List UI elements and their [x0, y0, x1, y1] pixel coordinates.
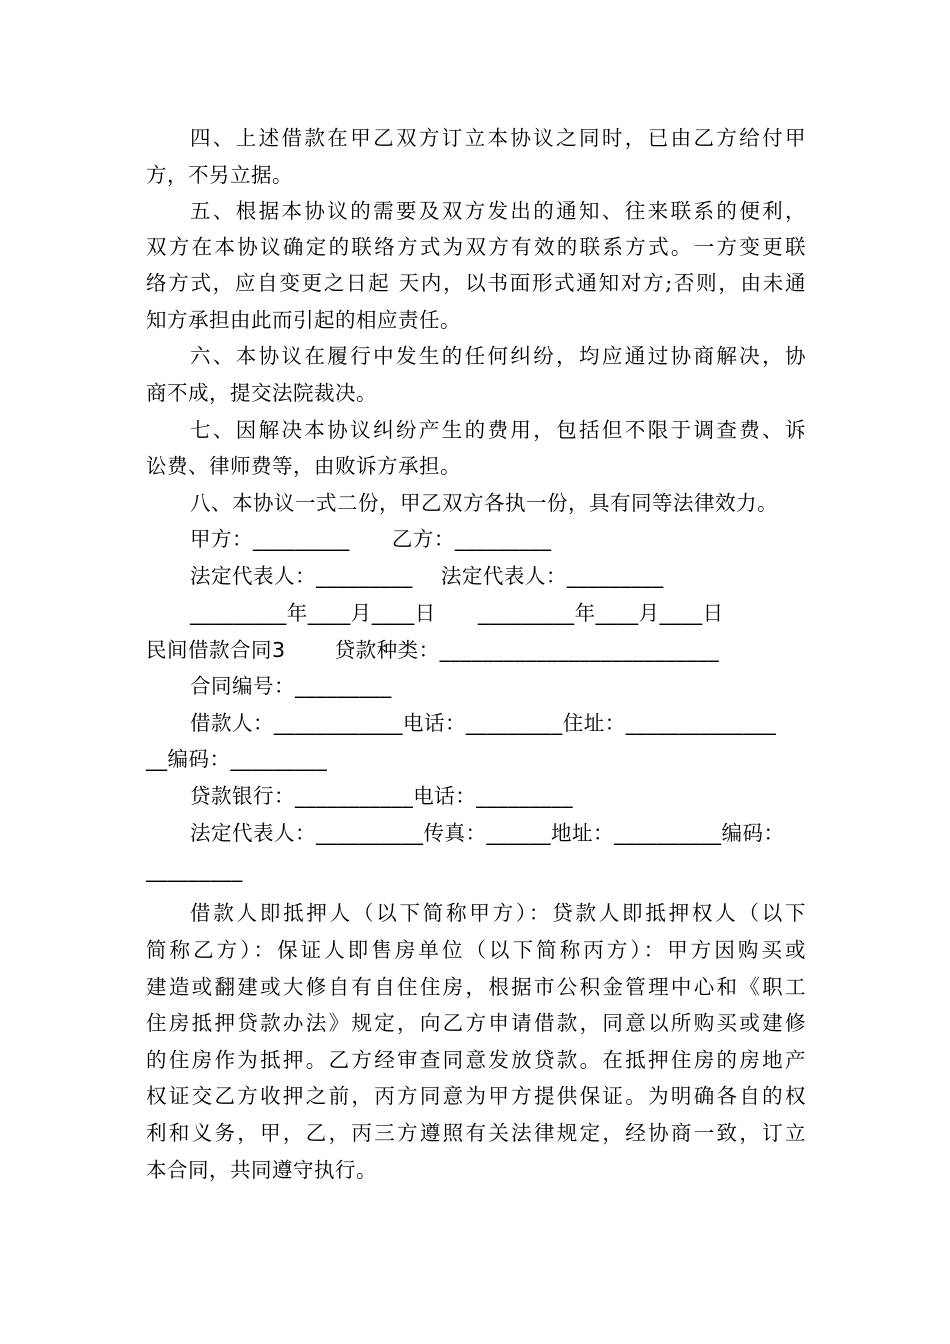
representative-signature-line: 法定代表人：_________ 法定代表人：_________: [190, 564, 664, 588]
clause-5-line-2: 双方在本协议确定的联络方式为双方有效的联系方式。一方变更联: [146, 235, 806, 259]
clause-4-line-1: 四、上述借款在甲乙双方订立本协议之同时，已由乙方给付甲: [190, 126, 806, 150]
borrower-postcode-line: __编码：_________: [146, 747, 328, 771]
lending-bank-line: 贷款银行：___________电话：_________: [190, 784, 573, 808]
clause-8-line: 八、本协议一式二份，甲乙双方各执一份，具有同等法律效力。: [190, 491, 778, 515]
preamble-line-3: 建造或翻建或大修自有自住住房，根据市公积金管理中心和《职工: [146, 975, 806, 999]
preamble-line-1: 借款人即抵押人（以下简称甲方）：贷款人即抵押权人（以下: [190, 901, 806, 925]
clause-5-line-4: 知方承担由此而引起的相应责任。: [146, 308, 461, 332]
clause-7-line-1: 七、因解决本协议纠纷产生的费用，包括但不限于调查费、诉: [190, 418, 806, 442]
clause-6-line-2: 商不成，提交法院裁决。: [146, 381, 377, 405]
preamble-line-7: 利和义务，甲，乙，丙三方遵照有关法律规定，经协商一致，订立: [146, 1121, 806, 1145]
clause-4-line-2: 方，不另立据。: [146, 163, 293, 187]
clause-7-line-2: 讼费、律师费等，由败诉方承担。: [146, 454, 461, 478]
preamble-line-4: 住房抵押贷款办法》规定，向乙方申请借款，同意以所购买或建修: [146, 1011, 806, 1035]
contract-3-title-line: 民间借款合同3 贷款种类：__________________________: [146, 638, 720, 662]
preamble-line-6: 权证交乙方收押之前，丙方同意为甲方提供保证。为明确各自的权: [146, 1084, 806, 1108]
clause-5-line-1: 五、根据本协议的需要及双方发出的通知、往来联系的便利，: [190, 199, 806, 223]
preamble-line-2: 简称乙方）：保证人即售房单位（以下简称丙方）：甲方因购买或: [146, 938, 806, 962]
preamble-line-8: 本合同，共同遵守执行。: [146, 1158, 377, 1182]
bank-representative-line: 法定代表人：__________传真：______地址：__________编码：: [190, 821, 785, 845]
clause-6-line-1: 六、本协议在履行中发生的任何纠纷，均应通过协商解决，协: [190, 344, 806, 368]
preamble-line-5: 的住房作为抵押。乙方经审查同意发放贷款。在抵押住房的房地产: [146, 1048, 806, 1072]
party-signature-line: 甲方：_________ 乙方：_________: [190, 527, 552, 551]
borrower-line: 借款人：____________电话：_________住址：______________: [190, 711, 777, 735]
date-line: _________年____月____日 _________年____月____日: [190, 601, 724, 625]
bank-postcode-blank: _________: [146, 858, 243, 882]
contract-number-line: 合同编号：_________: [190, 674, 392, 698]
clause-5-line-3: 络方式，应自变更之日起 天内，以书面形式通知对方;否则，由未通: [146, 271, 806, 295]
